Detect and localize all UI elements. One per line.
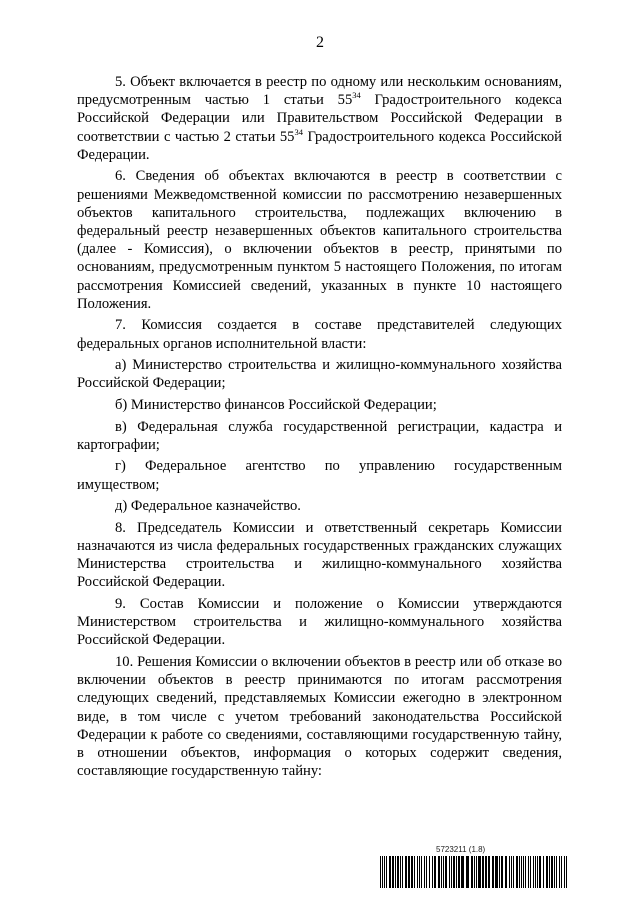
page-number: 2 [316, 34, 324, 51]
superscript-34: 34 [352, 90, 361, 101]
paragraph-6: 6. Сведения об объектах включаются в реестр в соответствии с решениями Межведомственной комиссии по рассмотрению незавершенных объектов капитального строительства, подлежащих включению в федеральный реестр незавершенных объектов капитального строительства (далее - Комиссия), о включении объектов в реестр, принятыми по основаниям, предусмотренным пунктом 5 настоящего Положения, по итогам рассмотрения Комиссией сведений, указанных в пункте 10 настоящего Положения. [77, 168, 562, 312]
paragraph-5 [77, 73, 562, 164]
paragraph-7: 7. Комиссия создается в составе представителей следующих федеральных органов исполнительной власти: [77, 317, 562, 352]
document-code: 5723211 (1.8) [436, 845, 486, 854]
paragraph-7-g: г) Федеральное агентство по управлению государственным имуществом; [77, 458, 562, 493]
paragraph-7-a: а) Министерство строительства и жилищно-коммунального хозяйства Российской Федерации; [77, 357, 562, 392]
paragraph-8: 8. Председатель Комиссии и ответственный секретарь Комиссии назначаются из числа федеральных государственных гражданских служащих Министерства строительства и жилищно-коммунального хозяйства Российской Федерации. [77, 519, 562, 591]
paragraph-9: 9. Состав Комиссии и положение о Комиссии утверждаются Министерством строительства и жилищно-коммунального хозяйства Российской Федерации. [77, 596, 562, 649]
barcode-icon [380, 856, 570, 888]
paragraph-7-b: б) Министерство финансов Российской Федерации; [115, 397, 437, 414]
paragraph-5-text-c: Градостроительного кодекса Российской Федерации. [77, 128, 562, 163]
document-body [77, 73, 562, 784]
paragraph-7-d: д) Федеральное казначейство. [115, 498, 301, 515]
paragraph-10: 10. Решения Комиссии о включении объектов в реестр или об отказе во включении объектов в реестр принимаются по итогам рассмотрения следующих сведений, представляемых Комиссии ежегодно в электронном виде, в том числе с учетом требований законодательства Российской Федерации к работе со сведениями, составляющими государственную тайну, в отношении объектов, информация о которых содержит сведения, составляющие государственную тайну: [77, 654, 562, 780]
paragraph-5-text-a: 5. Объект включается в реестр по одному или нескольким основаниям, предусмотренным частью 1 статьи 55 [77, 74, 562, 109]
superscript-34: 34 [294, 126, 303, 137]
paragraph-5-text-b: Градостроительного кодекса Российской Федерации или Правительством Российской Федерации в соответствии с частью 2 статьи 55 [77, 92, 562, 145]
paragraph-7-v: в) Федеральная служба государственной регистрации, кадастра и картографии; [77, 418, 562, 453]
